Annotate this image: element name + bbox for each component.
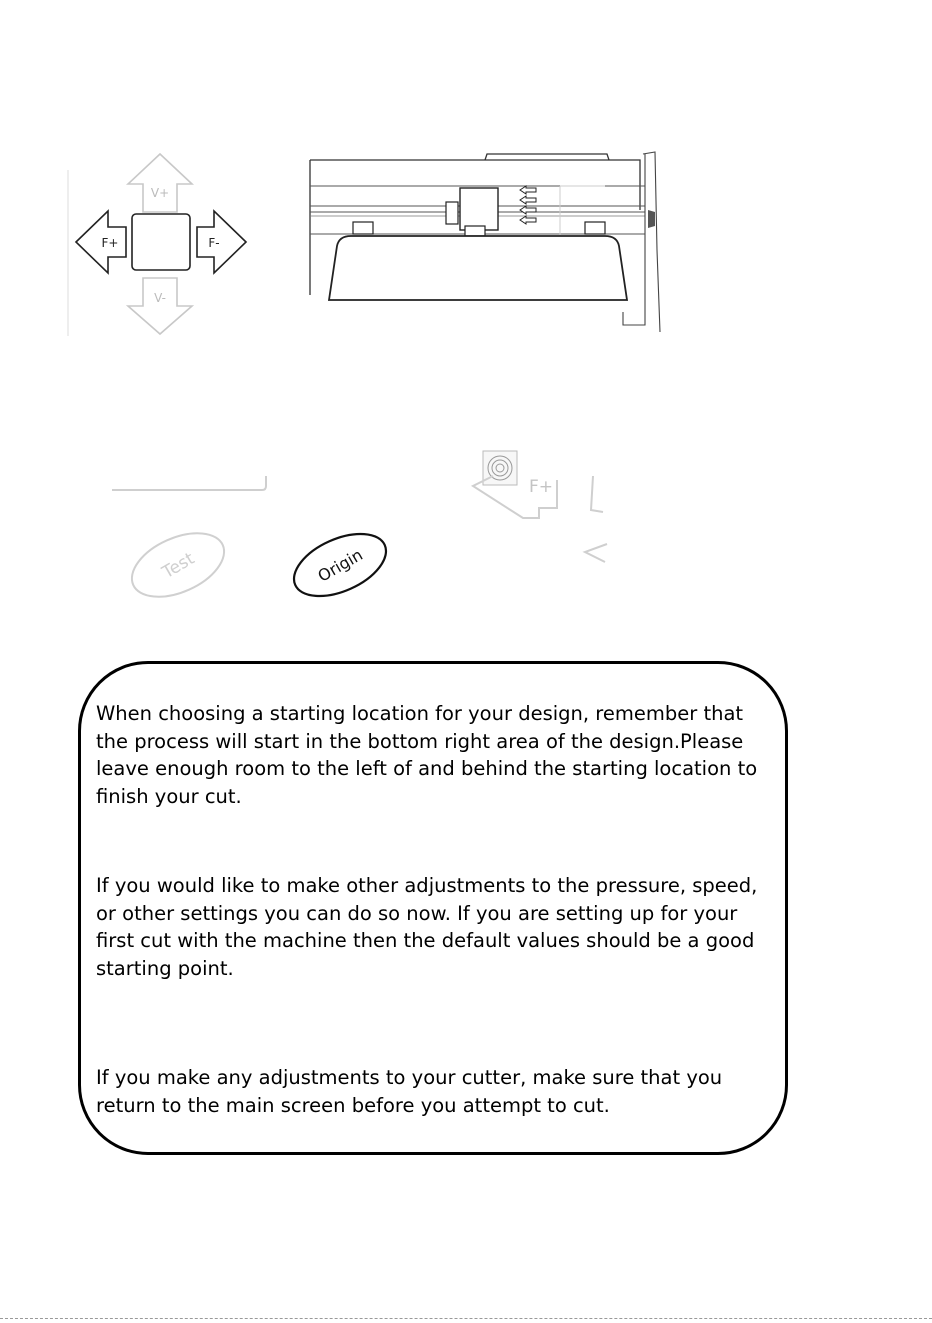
up-arrow-icon <box>128 154 192 212</box>
test-button <box>125 528 235 602</box>
direction-pad-illustration <box>60 150 260 340</box>
down-arrow-label: V- <box>154 291 166 305</box>
right-arrow-label: F- <box>208 236 220 250</box>
origin-button <box>285 528 395 602</box>
note-paragraph-3: If you make any adjustments to your cutter, make sure that you return to the main screen before you attempt to cut. <box>96 1066 723 1117</box>
target-icon <box>483 451 517 485</box>
fragment-arrow-label: F+ <box>528 477 554 497</box>
test-button-label: Test <box>159 548 198 583</box>
up-arrow-label: V+ <box>150 186 170 200</box>
center-key <box>132 214 190 270</box>
fragment-arrow-illustration <box>465 448 615 568</box>
faded-bar-illustration <box>110 470 280 500</box>
right-arrow-icon <box>197 211 246 273</box>
cutter-machine-illustration <box>305 150 665 335</box>
note-paragraph-2: If you would like to make other adjustments to the pressure, speed, or other settings you can do so now. If you are setting up for your first cut with the machine then the default values should be a good starting point. <box>96 874 758 980</box>
left-arrow-icon <box>76 211 126 273</box>
down-arrow-icon <box>128 278 192 334</box>
note-paragraph-1: When choosing a starting location for your design, remember that the process will start in the bottom right area of the design.Please leave enough room to the left of and behind the starting location to finish your cut. <box>96 702 758 808</box>
origin-button-label: Origin <box>314 545 366 586</box>
page-bottom-divider <box>0 1318 932 1319</box>
left-arrow-label: F+ <box>101 236 119 250</box>
